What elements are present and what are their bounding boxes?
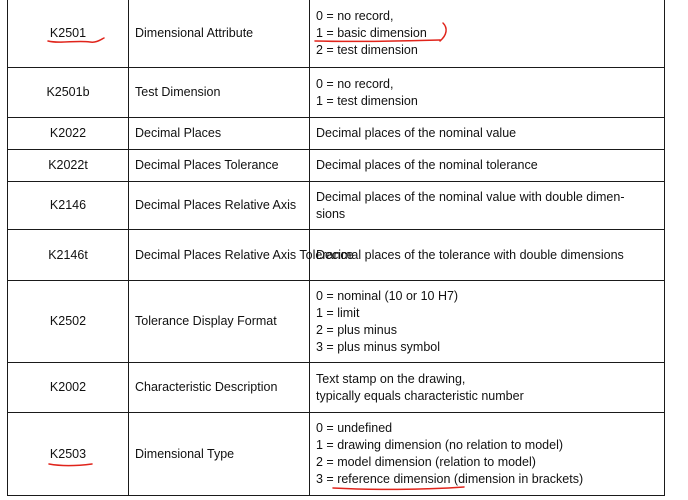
table-row xyxy=(8,68,665,118)
table-row xyxy=(8,413,665,496)
table-row xyxy=(8,118,665,150)
description-line: Text stamp on the drawing, xyxy=(316,371,466,386)
attribute-key: K2002 xyxy=(8,363,129,413)
attribute-name: Dimensional Attribute xyxy=(129,0,310,68)
attribute-key: K2503 xyxy=(49,446,87,461)
description-line: 2 = model dimension (relation to model) xyxy=(316,455,536,469)
table-row xyxy=(8,363,665,413)
description-line: Decimal places of the nominal value xyxy=(316,126,517,140)
attribute-description xyxy=(310,281,665,363)
attribute-name: Test Dimension xyxy=(129,68,310,118)
attribute-name: Dimensional Type xyxy=(129,413,310,496)
attribute-description xyxy=(310,413,665,496)
table-row xyxy=(8,281,665,363)
description-line: Decimal places of the nominal tolerance xyxy=(316,158,538,172)
attribute-key-underlined xyxy=(50,25,86,42)
table-row xyxy=(8,150,665,182)
attribute-key: K2146t xyxy=(8,230,129,281)
description-line: 0 = undefined xyxy=(316,421,393,435)
table-row xyxy=(8,0,665,68)
attribute-table xyxy=(7,0,665,496)
attribute-name: Decimal Places Relative Axis xyxy=(129,182,310,230)
attribute-description xyxy=(310,363,665,413)
attribute-key: K2146 xyxy=(8,182,129,230)
attribute-key: K2022t xyxy=(8,150,129,182)
attribute-description xyxy=(310,118,665,150)
attribute-description xyxy=(310,230,665,281)
description-line: 3 = plus minus symbol xyxy=(316,339,441,354)
description-line-highlighted xyxy=(316,471,658,488)
attribute-name: Tolerance Display Format xyxy=(129,281,310,363)
description-text: 1 = basic dimension xyxy=(316,25,427,40)
attribute-name: Characteristic Description xyxy=(129,363,310,413)
description-line: 0 = no record, xyxy=(316,8,394,23)
attribute-key-cell xyxy=(8,0,129,68)
attribute-key: K2022 xyxy=(8,118,129,150)
description-line: 0 = nominal (10 or 10 H7) xyxy=(316,288,459,303)
attribute-key-underlined xyxy=(50,446,86,463)
attribute-key: K2501 xyxy=(49,25,87,40)
description-line-highlighted xyxy=(316,25,658,42)
table-row xyxy=(8,230,665,281)
description-line: 2 = plus minus xyxy=(316,322,397,337)
description-line: sions xyxy=(316,206,346,221)
attribute-key-cell xyxy=(8,413,129,496)
attribute-description xyxy=(310,68,665,118)
attribute-description xyxy=(310,0,665,68)
description-line: 2 = test dimension xyxy=(316,42,418,57)
description-line: 1 = limit xyxy=(316,305,360,320)
attribute-key: K2501b xyxy=(8,68,129,118)
attribute-description xyxy=(310,182,665,230)
attribute-description xyxy=(310,150,665,182)
description-line: typically equals characteristic number xyxy=(316,388,524,403)
table-row xyxy=(8,182,665,230)
description-line: Decimal places of the nominal value with double dimen- xyxy=(316,189,625,204)
description-line: 1 = drawing dimension (no relation to model) xyxy=(316,438,564,452)
description-line: 1 = test dimension xyxy=(316,93,418,108)
highlighted-text xyxy=(316,25,427,42)
description-text: 3 = reference dimension (dimension in brackets) xyxy=(316,472,584,486)
attribute-name: Decimal Places xyxy=(129,118,310,150)
attribute-key: K2502 xyxy=(8,281,129,363)
description-line: Decimal places of the tolerance with double dimensions xyxy=(316,247,624,262)
attribute-name: Decimal Places Tolerance xyxy=(129,150,310,182)
highlighted-text xyxy=(316,471,583,488)
red-underline-annotation xyxy=(48,460,96,470)
attribute-name: Decimal Places Relative Axis Tolerance xyxy=(129,230,310,281)
description-line: 0 = no record, xyxy=(316,76,394,91)
